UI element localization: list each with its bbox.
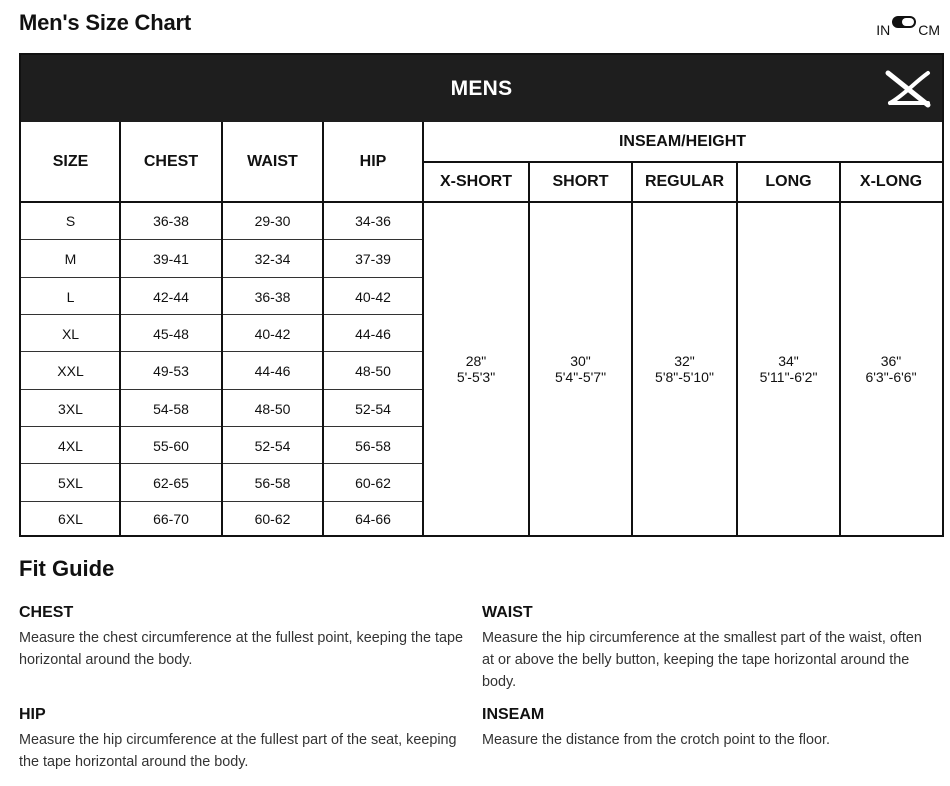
column-divider: [631, 162, 633, 535]
cell-chest: 39-41: [153, 251, 189, 267]
column-divider: [736, 162, 738, 535]
column-divider: [528, 162, 530, 535]
cell-waist: 48-50: [254, 400, 291, 417]
inseam-length: 28": [465, 352, 487, 369]
column-divider: [221, 122, 223, 535]
inseam-length: 30": [570, 352, 591, 369]
cell-hip: 52-54: [355, 400, 391, 417]
cell-chest: 49-53: [153, 363, 189, 379]
cell-chest: 54-58: [153, 400, 189, 417]
chart-header: [21, 55, 942, 122]
column-header-inseam-height: INSEAM/HEIGHT: [618, 133, 747, 150]
cell-hip: 64-66: [355, 510, 391, 527]
fit-hip-heading: HIP: [19, 706, 46, 723]
fit-hip-text: Measure the hip circumference at the fullest part of the seat, keeping the tape horizontal around the body.: [19, 732, 457, 770]
column-header-size: SIZE: [52, 153, 89, 170]
cell-chest: 36-38: [153, 213, 189, 229]
header-bottom-divider: [21, 201, 942, 203]
height-range: 6'3"-6'6": [865, 368, 917, 385]
fit-guide-chest: [19, 604, 479, 671]
inseam-value-long: [737, 202, 840, 535]
cell-hip: 40-42: [355, 288, 391, 305]
height-range: 5'8"-5'10": [655, 368, 714, 385]
page-title: Men's Size Chart: [19, 10, 191, 35]
fit-waist-heading: WAIST: [482, 604, 533, 621]
fit-inseam-heading: INSEAM: [482, 706, 545, 723]
header-divider: [423, 161, 942, 163]
inseam-length: 34": [778, 352, 799, 369]
unit-switch[interactable]: [892, 16, 916, 28]
cell-size: 3XL: [58, 400, 83, 417]
inseam-value-short: [529, 202, 632, 535]
inseam-length: 32": [674, 352, 695, 369]
column-header-chest: CHEST: [143, 153, 199, 170]
cell-hip: 56-58: [355, 437, 391, 454]
height-range: 5'11"-6'2": [759, 368, 818, 385]
inseam-length: 36": [880, 352, 902, 369]
size-chart-table: [19, 53, 944, 537]
cell-waist: 60-62: [254, 510, 291, 527]
cell-waist: 36-38: [254, 288, 291, 305]
height-range: 5'4"-5'7": [554, 368, 607, 385]
fit-guide-hip: [19, 706, 479, 773]
fit-chest-heading: CHEST: [19, 604, 74, 621]
cell-size: M: [64, 251, 77, 267]
cell-size: S: [65, 213, 76, 229]
column-header-long: LONG: [765, 173, 812, 190]
cell-size: 5XL: [58, 475, 83, 491]
cell-size: 4XL: [58, 437, 83, 454]
cell-waist: 40-42: [254, 325, 291, 342]
cell-hip: 44-46: [355, 325, 391, 342]
cell-size: L: [66, 288, 75, 305]
inseam-value-x-short: [423, 202, 529, 535]
fit-inseam-text: Measure the distance from the crotch point to the floor.: [482, 732, 830, 748]
cell-chest: 62-65: [153, 475, 189, 491]
column-divider: [119, 122, 121, 535]
switch-knob: [902, 18, 914, 26]
column-divider: [839, 162, 841, 535]
fit-guide-inseam: [482, 706, 922, 751]
cell-size: 6XL: [58, 510, 83, 527]
cell-hip: 37-39: [355, 251, 391, 267]
chart-header-title: MENS: [450, 76, 513, 100]
cell-chest: 55-60: [153, 437, 189, 454]
cell-waist: 52-54: [254, 437, 291, 454]
column-header-x-short: X-SHORT: [440, 173, 512, 190]
unit-toggle[interactable]: [876, 16, 940, 38]
cell-size: XL: [61, 325, 80, 342]
cell-hip: 60-62: [355, 475, 391, 491]
column-header-short: SHORT: [552, 173, 609, 190]
cell-size: XXL: [57, 363, 84, 379]
column-divider: [422, 122, 424, 535]
unit-in-label[interactable]: IN: [876, 22, 891, 38]
fit-guide-waist: [482, 604, 922, 693]
column-header-hip: HIP: [359, 153, 387, 170]
size-grid: [21, 122, 942, 535]
inseam-value-x-long: [840, 202, 942, 535]
inseam-value-regular: [632, 202, 737, 535]
cell-chest: 66-70: [153, 510, 189, 527]
fit-waist-text: Measure the hip circumference at the smallest part of the waist, often at or above the belly button, keeping the tape horizontal around the body.: [482, 630, 922, 690]
cell-waist: 29-30: [254, 213, 291, 229]
height-range: 5'-5'3": [456, 368, 496, 385]
fit-chest-text: Measure the chest circumference at the fullest point, keeping the tape horizontal around the body.: [19, 630, 463, 668]
cell-chest: 45-48: [153, 325, 189, 342]
column-header-x-long: X-LONG: [859, 173, 923, 190]
column-header-regular: REGULAR: [644, 173, 725, 190]
cell-hip: 48-50: [355, 363, 391, 379]
column-header-waist: WAIST: [247, 153, 298, 170]
cell-waist: 44-46: [254, 363, 291, 379]
fit-guide-title: Fit Guide: [19, 556, 115, 581]
unit-cm-label[interactable]: CM: [918, 22, 940, 38]
brand-logo-icon: [884, 69, 932, 109]
column-divider: [322, 122, 324, 535]
cell-waist: 56-58: [254, 475, 291, 491]
cell-waist: 32-34: [254, 251, 291, 267]
cell-chest: 42-44: [153, 288, 189, 305]
cell-hip: 34-36: [355, 213, 391, 229]
